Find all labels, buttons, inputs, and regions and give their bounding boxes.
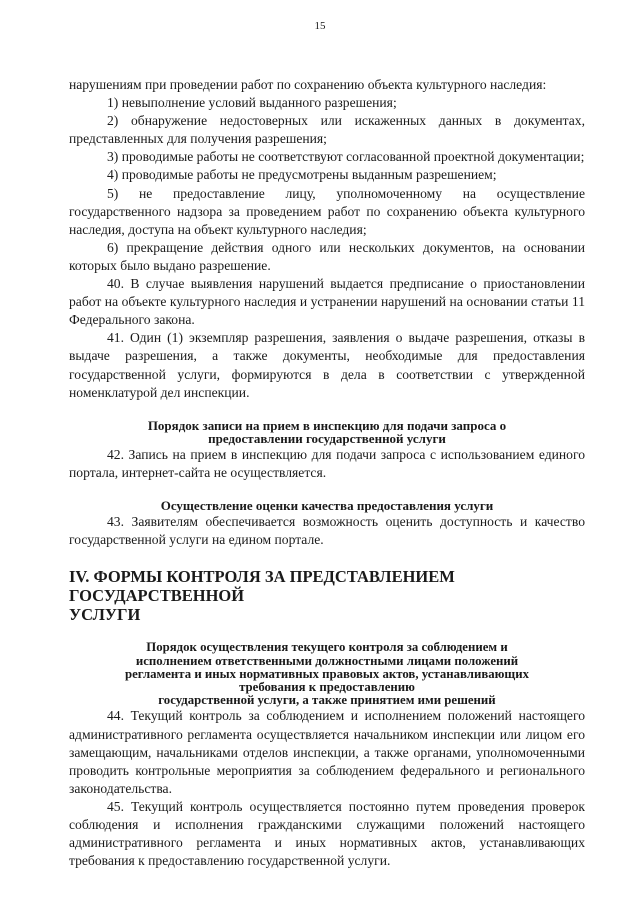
heading-current-control bbox=[69, 641, 585, 707]
heading-appointment bbox=[69, 419, 585, 447]
list-item-2: 2) обнаружение недостоверных или искаженных данных в документах, представленных для получения разрешения; bbox=[69, 113, 585, 147]
list-item-1: 1) невыполнение условий выданного разрешения; bbox=[107, 95, 397, 111]
heading-control-line-1: Порядок осуществления текущего контроля за соблюдением и bbox=[146, 640, 508, 655]
section-iv-title-line-1: IV. ФОРМЫ КОНТРОЛЯ ЗА ПРЕДСТАВЛЕНИЕМ ГОСУДАРСТВЕННОЙ bbox=[69, 567, 455, 606]
list-item-6: 6) прекращение действия одного или нескольких документов, на основании которых было выдано разрешение. bbox=[69, 239, 585, 273]
paragraph-43: 43. Заявителям обеспечивается возможность оценить доступность и качество государственной услуги на едином портале. bbox=[69, 514, 585, 548]
heading-control-line-5: государственной услуги, а также принятием ими решений bbox=[158, 693, 496, 708]
heading-control-line-3: регламента и иных нормативных правовых актов, устанавливающих bbox=[124, 666, 529, 681]
paragraph-intro: нарушениям при проведении работ по сохранению объекта культурного наследия: bbox=[69, 77, 547, 92]
list-item-5: 5) не предоставление лицу, уполномоченному на осуществление государственного надзора за проведением работ по сохранению объекта культурного наследия, доступа на объект культурного наследия; bbox=[69, 185, 585, 237]
paragraph-42: 42. Запись на прием в инспекцию для подачи запроса с использованием единого портала, интернет-сайта не осуществляется. bbox=[69, 447, 585, 481]
paragraph-40: 40. В случае выявления нарушений выдается предписание о приостановлении работ на объекте культурного наследия и устранении нарушений на основании статьи 11 Федерального закона. bbox=[69, 276, 585, 328]
heading-appointment-line-2: предоставлении государственной услуги bbox=[208, 431, 446, 447]
paragraph-44: 44. Текущий контроль за соблюдением и исполнением положений настоящего административного регламента осуществляется начальником инспекции или лицом его замещающим, начальниками отделов инспекции, а также органами, уполномоченными проводить контрольные мероприятия за соблюдением федерального и регионального законодательства. bbox=[69, 708, 585, 796]
section-iv-title bbox=[69, 567, 585, 624]
page-number: 15 bbox=[314, 20, 326, 32]
list-item-3: 3) проводимые работы не соответствуют согласованной проектной документации; bbox=[107, 149, 585, 165]
paragraph-41: 41. Один (1) экземпляр разрешения, заявления о выдаче разрешения, отказы в выдаче разрешения, а также документы, необходимые для предоставления государственной услуги, формируются в дела в соответствии с утвержденной номенклатурой дел инспекции. bbox=[69, 330, 585, 400]
paragraph-45: 45. Текущий контроль осуществляется постоянно путем проведения проверок соблюдения и исполнения гражданскими служащими положений настоящего административного регламента и иных нормативных актов, устанавливающих требования к предоставлению государственной услуги. bbox=[69, 798, 585, 869]
list-item-4: 4) проводимые работы не предусмотрены выданным разрешением; bbox=[107, 167, 497, 183]
heading-appointment-line-1: Порядок записи на прием в инспекцию для подачи запроса о bbox=[147, 417, 507, 433]
heading-quality: Осуществление оценки качества предоставления услуги bbox=[160, 498, 494, 514]
heading-control-line-4: требования к предоставлению bbox=[239, 680, 415, 695]
section-iv-title-line-2: УСЛУГИ bbox=[69, 605, 141, 625]
page-content bbox=[69, 76, 585, 870]
heading-control-line-2: исполнением ответственными должностными лицами положений bbox=[135, 653, 519, 668]
